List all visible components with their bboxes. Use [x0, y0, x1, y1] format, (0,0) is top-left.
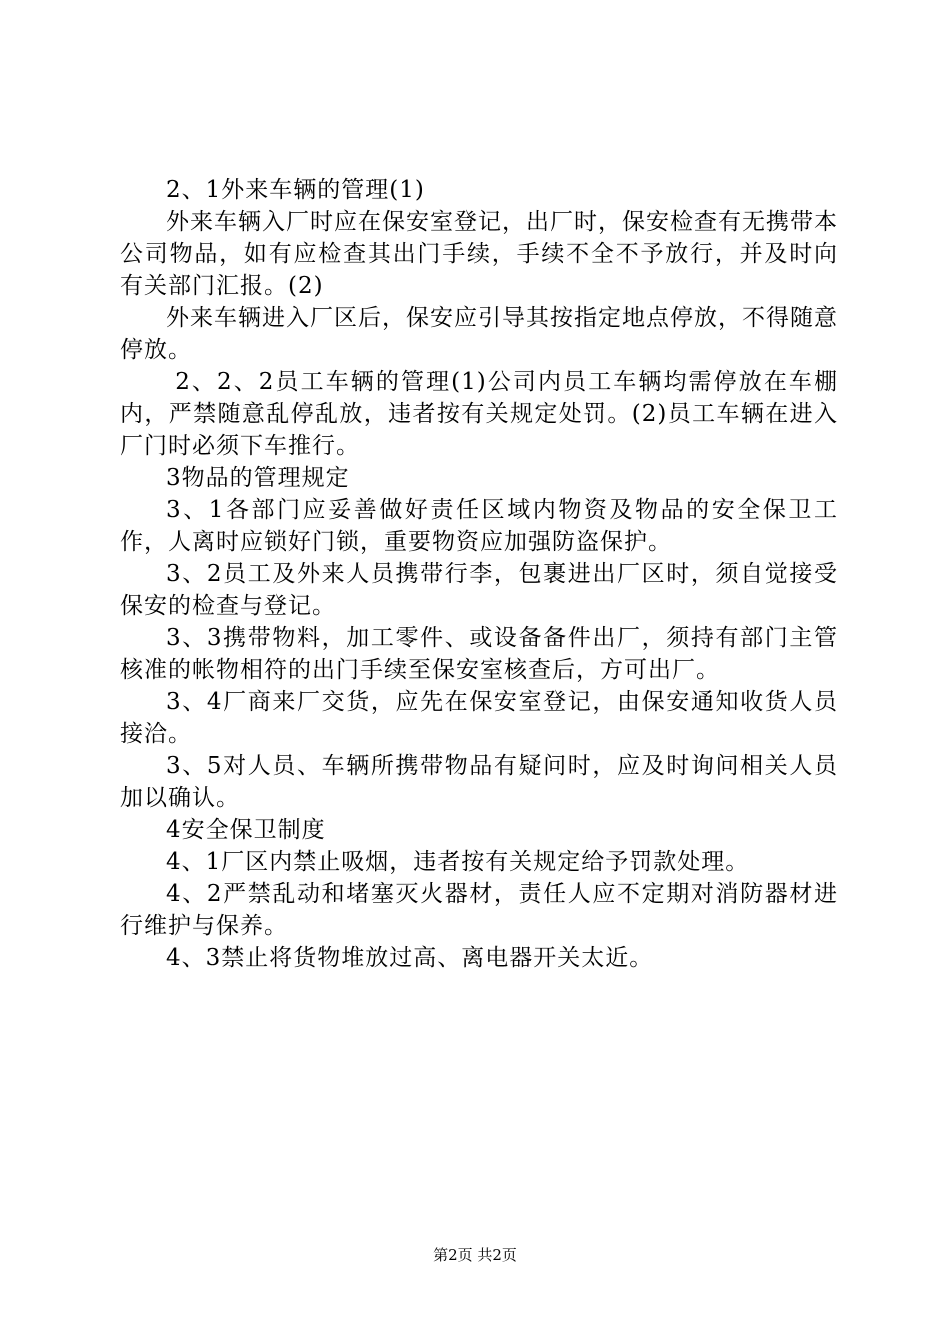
body-paragraph: 2、2、2员工车辆的管理(1)公司内员工车辆均需停放在车棚内，严禁随意乱停乱放，违者按有关规定处罚。(2)员工车辆在进入厂门时必须下车推行。 [120, 369, 838, 459]
page-number-footer: 第2页 共2页 [433, 1246, 517, 1264]
body-paragraph: 外来车辆入厂时应在保安室登记，出厂时，保安检查有无携带本公司物品，如有应检查其出门手续，手续不全不予放行，并及时向有关部门汇报。(2) [120, 209, 838, 299]
document-body [120, 174, 838, 974]
body-paragraph: 3、4厂商来厂交货，应先在保安室登记，由保安通知收货人员接洽。 [120, 689, 838, 747]
section-heading: 2、1外来车辆的管理(1) [166, 177, 425, 203]
body-paragraph: 3、5对人员、车辆所携带物品有疑问时，应及时询问相关人员加以确认。 [120, 753, 838, 811]
section-heading: 3物品的管理规定 [166, 465, 350, 491]
body-paragraph: 4、1厂区内禁止吸烟，违者按有关规定给予罚款处理。 [166, 849, 750, 875]
section-heading: 4安全保卫制度 [166, 817, 326, 843]
body-paragraph: 3、2员工及外来人员携带行李，包裹进出厂区时，须自觉接受保安的检查与登记。 [120, 561, 838, 619]
body-paragraph: 4、3禁止将货物堆放过高、离电器开关太近。 [166, 945, 654, 971]
body-paragraph: 4、2严禁乱动和堵塞灭火器材，责任人应不定期对消防器材进行维护与保养。 [120, 881, 838, 939]
body-paragraph: 外来车辆进入厂区后，保安应引导其按指定地点停放，不得随意停放。 [120, 305, 838, 363]
body-paragraph: 3、3携带物料，加工零件、或设备备件出厂，须持有部门主管核准的帐物相符的出门手续至保安室核查后，方可出厂。 [120, 625, 838, 683]
body-paragraph: 3、1各部门应妥善做好责任区域内物资及物品的安全保卫工作，人离时应锁好门锁，重要物资应加强防盗保护。 [120, 497, 838, 555]
